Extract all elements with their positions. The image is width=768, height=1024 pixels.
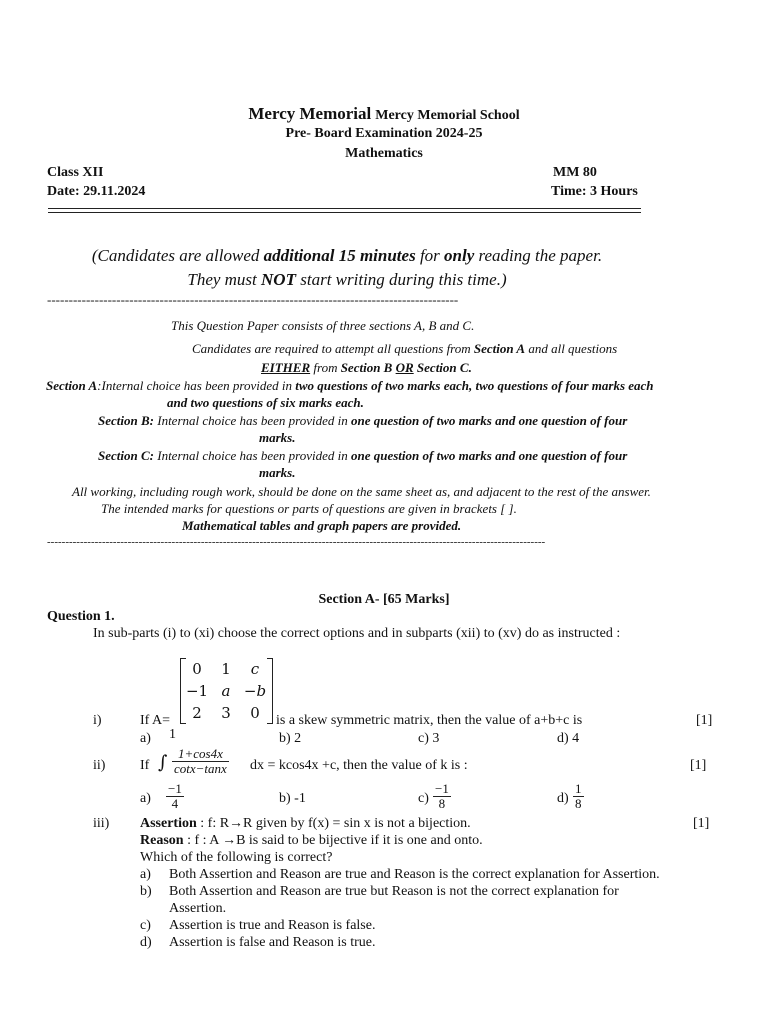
question-ii-number: ii): [93, 758, 106, 773]
subject-title: Mathematics: [345, 146, 423, 161]
option-d-text: Assertion is false and Reason is true.: [169, 935, 376, 950]
matrix-cell: c: [250, 660, 260, 678]
instruction-section-c: Section C: Internal choice has been provided in one question of two marks and one question of four: [98, 448, 628, 463]
question-i-marks: [1]: [696, 713, 713, 728]
question-1-label: Question 1.: [47, 609, 115, 624]
class-label: Class XII: [47, 165, 104, 180]
reading-time-notice-line2: They must NOT start writing during this time.): [187, 270, 507, 289]
instruction-sections: This Question Paper consists of three sections A, B and C.: [171, 318, 475, 333]
option-a-value: 1: [169, 727, 176, 742]
question-iii-prompt: Which of the following is correct?: [140, 850, 333, 865]
instruction-section-a: Section A:Internal choice has been provided in two questions of two marks each, two questions of four marks each: [46, 378, 654, 393]
option-d: d) 4: [557, 731, 580, 746]
question-i-number: i): [93, 713, 102, 728]
matrix-a: [180, 658, 273, 724]
option-a-text: Both Assertion and Reason are true and Reason is the correct explanation for Assertion.: [169, 867, 660, 882]
exam-title: Pre- Board Examination 2024-25: [285, 126, 483, 141]
matrix-cell: −b: [243, 682, 267, 700]
instruction-attempt: Candidates are required to attempt all questions from Section A and all questions: [192, 341, 618, 356]
option-d: d): [140, 935, 152, 950]
question-ii-marks: [1]: [690, 758, 707, 773]
matrix-cell: 3: [221, 704, 231, 722]
question-ii-if: If: [140, 758, 150, 773]
option-a: a): [140, 791, 151, 806]
header-rule-bottom: [48, 212, 641, 213]
option-c-fraction: $\frac{-1}{8}$: [435, 781, 449, 811]
option-b: b) -1: [279, 791, 306, 806]
option-c: c): [418, 791, 429, 806]
instruction-rough-work: All working, including rough work, should be done on the same sheet as, and adjacent to the rest of the answer.: [72, 484, 651, 499]
matrix-cell: 0: [192, 660, 202, 678]
header-rule-top: [48, 208, 641, 209]
question-ii-text: dx = kcos4x +c, then the value of k is :: [250, 758, 468, 773]
exam-date: Date: 29.11.2024: [47, 184, 146, 199]
question-iii-number: iii): [93, 816, 110, 831]
option-c: c): [140, 918, 151, 933]
matrix-cell: −1: [185, 682, 209, 700]
question-i-text: is a skew symmetric matrix, then the value of a+b+c is: [276, 713, 583, 728]
option-c-text: Assertion is true and Reason is false.: [169, 918, 376, 933]
option-a-fraction: $\frac{-1}{4}$: [168, 781, 182, 811]
instruction-section-c-cont: marks.: [259, 465, 296, 480]
school-name: [0, 104, 768, 124]
max-marks: MM 80: [553, 165, 597, 180]
matrix-cell: 2: [192, 704, 202, 722]
question-iii-marks: [1]: [693, 816, 710, 831]
dashed-separator-2: ----------------------------------------------------------------------------------------------------------------------------------------: [47, 536, 546, 548]
option-b: b): [140, 884, 152, 899]
option-d: d): [557, 791, 569, 806]
reading-time-notice-line1: (Candidates are allowed additional 15 minutes for only reading the paper.: [91, 246, 603, 265]
integrand-fraction: $\frac{1+\cos 4x}{\cot x-\tan x}$: [174, 746, 227, 776]
option-d-fraction: $\frac{1}{8}$: [575, 781, 582, 811]
assertion: Assertion : f: R→R given by f(x) = sin x is not a bijection.: [140, 816, 471, 831]
question-1-intro: In sub-parts (i) to (xi) choose the correct options and in subparts (xii) to (xv) do as instructed :: [93, 626, 621, 641]
option-b-text: Both Assertion and Reason are true but Reason is not the correct explanation for: [169, 884, 619, 899]
instruction-tables: Mathematical tables and graph papers are provided.: [182, 518, 462, 533]
dashed-separator: -----------------------------------------------------------------------------------------------: [47, 292, 459, 307]
instruction-either-or: EITHER from Section B OR Section C.: [261, 360, 472, 375]
section-a-title: Section A- [65 Marks]: [318, 592, 450, 607]
option-b: b) 2: [279, 731, 302, 746]
option-b-text-cont: Assertion.: [169, 901, 227, 916]
option-a: a): [140, 731, 151, 746]
reason: Reason : f : A →B is said to be bijective if it is one and onto.: [140, 833, 483, 848]
instruction-section-a-cont: and two questions of six marks each.: [167, 395, 364, 410]
matrix-cell: 1: [221, 660, 231, 678]
matrix-cell: 0: [250, 704, 260, 722]
option-c: c) 3: [418, 731, 440, 746]
school-name-part2: Mercy Memorial School: [375, 108, 520, 123]
option-a: a): [140, 867, 151, 882]
instruction-section-b-cont: marks.: [259, 430, 296, 445]
instruction-section-b: Section B: Internal choice has been provided in one question of two marks and one question of four: [98, 413, 628, 428]
question-i-if: If A=: [140, 713, 171, 728]
matrix-cell: a: [221, 682, 231, 700]
integral-sign: ∫: [158, 752, 168, 773]
instruction-marks-brackets: The intended marks for questions or parts of questions are given in brackets [ ].: [101, 501, 517, 516]
school-name-part1: Mercy Memorial: [248, 104, 372, 123]
exam-time: Time: 3 Hours: [551, 184, 638, 199]
